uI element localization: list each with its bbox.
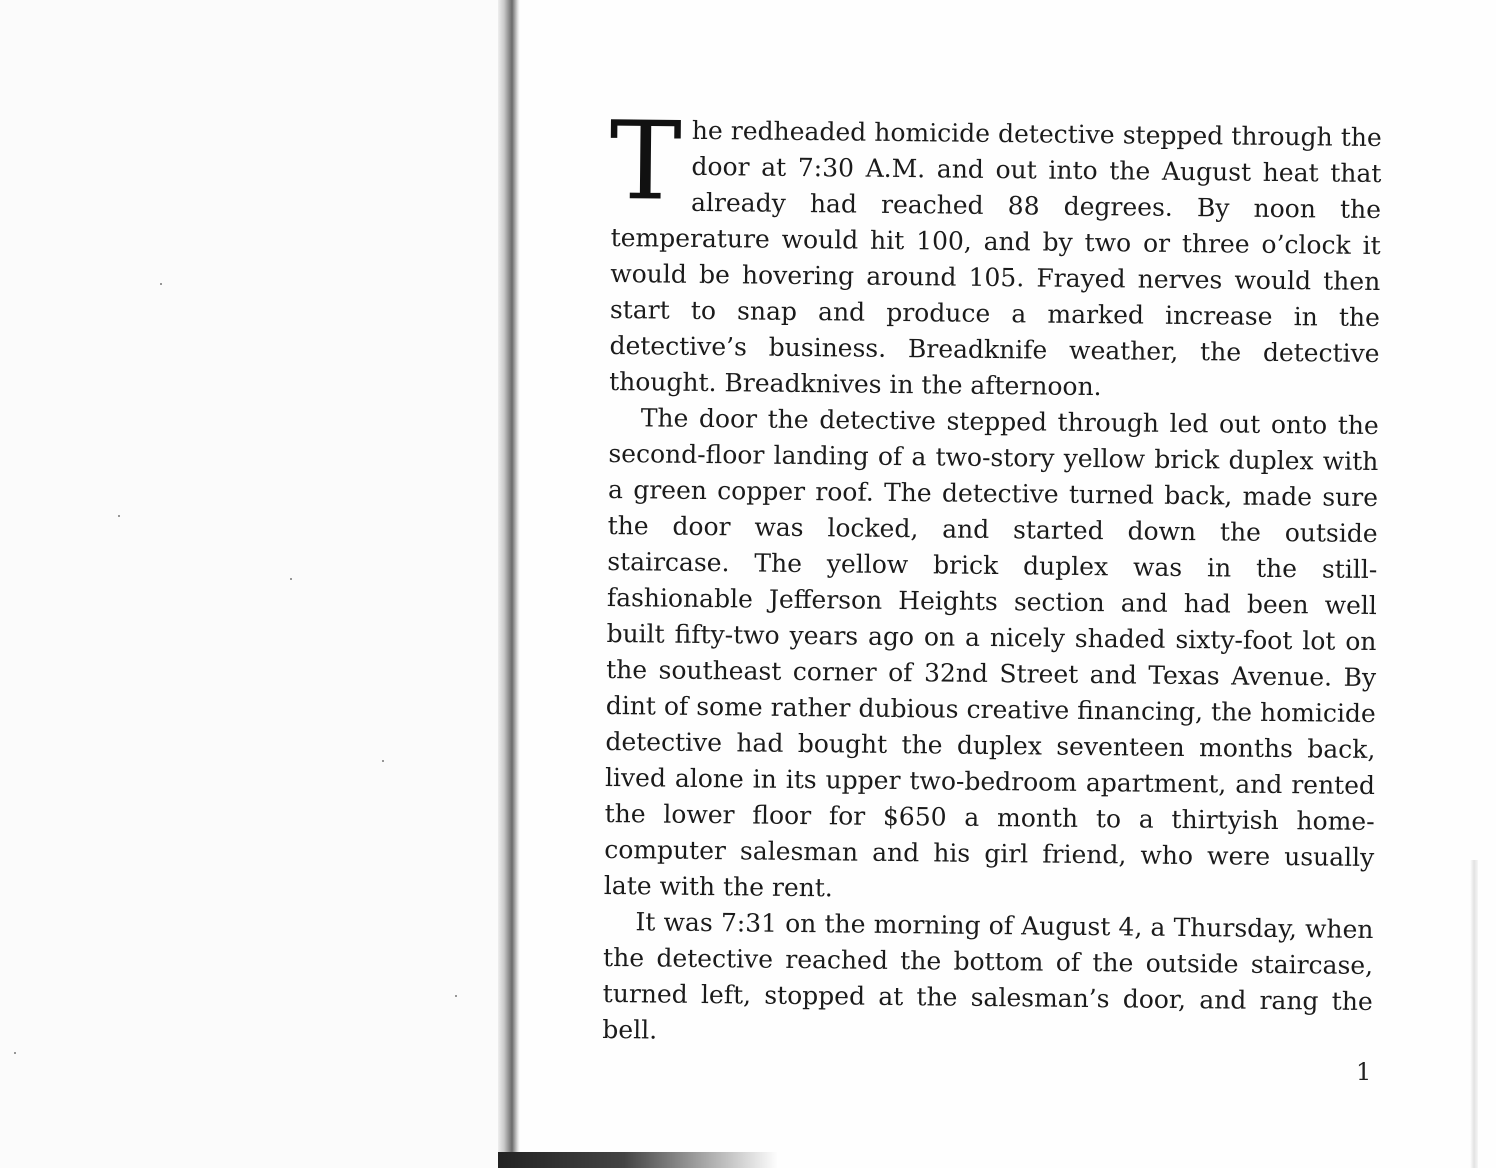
opening-paragraph-text: he redheaded homicide detective stepped through the door at 7:30 A.M. and out into the August heat that already had reached 88 degrees. By noon the temperature would hit 100, and by two or three o’clock it would be hovering around 105. Frayed nerves would then start to snap and produce a marked increase in the detective’s business. Breadknife weather, the detective thought. Breadknives in the afternoon. [609, 115, 1382, 402]
paragraph-3: It was 7:31 on the morning of August 4, a Thursday, when the detective reached the bottom of the outside staircase, turned left, stopped at the salesman’s door, and rang the bell. [602, 907, 1374, 1045]
paper-speck [14, 1052, 16, 1054]
paper-speck [382, 760, 384, 762]
drop-cap: T [608, 98, 683, 225]
paper-speck [118, 515, 120, 517]
page-number: 1 [1356, 1058, 1372, 1086]
chapter-body-text [602, 98, 1382, 1056]
paper-speck [160, 283, 162, 285]
left-blank-page [0, 0, 498, 1168]
book-gutter-shadow [498, 0, 520, 1168]
right-text-page [520, 0, 1496, 1168]
paragraph-2: The door the detective stepped through led out onto the second-floor landing of a two-story yellow brick duplex with a green copper roof. The detective turned back, made sure the door was locked, and started down the outside staircase. The yellow brick duplex was in the still-fashionable Jefferson Heights section and had been well built fifty-two years ago on a nicely shaded sixty-foot lot on the southeast corner of 32nd Street and Texas Avenue. By dint of some rather dubious creative financing, the homicide detective had bought the duplex seventeen months back, lived alone in its upper two-bedroom apartment, and rented the lower floor for $650 a month to a thirtyish home-computer salesman and his girl friend, who were usually late with the rent. [603, 403, 1379, 903]
opening-paragraph [608, 98, 1382, 408]
paper-speck [290, 578, 292, 580]
paper-speck [455, 995, 457, 997]
